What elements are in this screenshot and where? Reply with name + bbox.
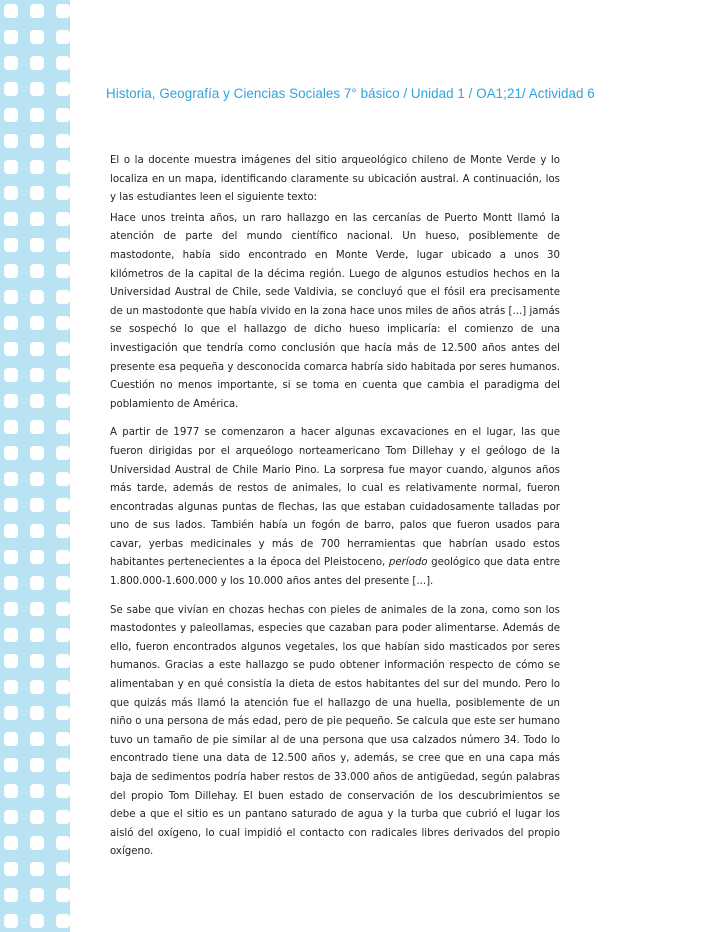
strip-square xyxy=(4,186,18,200)
strip-square xyxy=(4,82,18,96)
strip-square xyxy=(30,56,44,70)
strip-square xyxy=(4,316,18,330)
strip-square xyxy=(56,498,70,512)
page-header: Historia, Geografía y Ciencias Sociales 7° básico / Unidad 1 / OA1;21/ Actividad 6 xyxy=(106,86,595,101)
strip-square xyxy=(56,758,70,772)
strip-square xyxy=(56,56,70,70)
strip-square xyxy=(30,706,44,720)
strip-square xyxy=(56,316,70,330)
strip-square xyxy=(30,420,44,434)
strip-square xyxy=(56,706,70,720)
strip-square xyxy=(30,134,44,148)
strip-square xyxy=(4,472,18,486)
strip-square xyxy=(30,186,44,200)
strip-square xyxy=(30,862,44,876)
strip-square xyxy=(30,836,44,850)
strip-square xyxy=(4,862,18,876)
strip-square xyxy=(4,784,18,798)
reading-paragraph-1: Hace unos treinta años, un raro hallazgo en las cercanías de Puerto Montt llamó la atención de parte del mundo científico nacional. Un hueso, posiblemente de mastodonte, había sido encontrado en Monte Verde, lugar ubicado a unos 30 kilómetros de la capital de la décima región. Luego de algunos estudios hechos en la Universidad Austral de Chile, sede Valdivia, se concluyó que el fósil era precisamente de un mastodonte que había vivido en la zona hace unos miles de años atrás [...] jamás se sospechó lo que el hallazgo de dicho hueso implicaría: el comienzo de una investigación que tendría como conclusión que hacía más de 12.500 años antes del presente esa pequeña y desconocida comarca habría sido habitada por seres humanos. Cuestión no menos importante, si se toma en cuenta que cambia el paradigma del poblamiento de América. xyxy=(110,212,560,410)
strip-square xyxy=(56,862,70,876)
strip-square xyxy=(30,888,44,902)
strip-square xyxy=(4,368,18,382)
strip-square xyxy=(56,810,70,824)
strip-square xyxy=(56,394,70,408)
strip-square xyxy=(56,368,70,382)
strip-square xyxy=(56,836,70,850)
strip-square xyxy=(56,238,70,252)
strip-square xyxy=(56,472,70,486)
strip-square xyxy=(30,628,44,642)
strip-square xyxy=(30,82,44,96)
strip-square xyxy=(4,56,18,70)
strip-square xyxy=(4,654,18,668)
strip-square xyxy=(4,576,18,590)
strip-square xyxy=(30,160,44,174)
strip-square xyxy=(56,446,70,460)
strip-square xyxy=(30,654,44,668)
strip-square xyxy=(56,4,70,18)
strip-square xyxy=(56,914,70,928)
strip-square xyxy=(56,82,70,96)
strip-square xyxy=(4,498,18,512)
decorative-side-strip xyxy=(0,0,70,932)
strip-square xyxy=(56,290,70,304)
reading-paragraph-3: Se sabe que vivían en chozas hechas con pieles de animales de la zona, como son los mastodontes y paleollamas, especies que cazaban para poder alimentarse. Además de ello, fueron encontrados algunos vegetales, los que habían sido masticados por seres humanos. Gracias a este hallazgo se pudo obtener información respecto de cómo se alimentaban y en qué consistía la dieta de estos habitantes del sur del mundo. Pero lo que quizás más llamó la atención fue el hallazgo de una huella, posiblemente de un niño o una persona de más edad, pero de pie pequeño. Se calcula que este ser humano tuvo un tamaño de pie similar al de una persona que usa calzados número 34. Todo lo encontrado tiene una data de 12.500 años y, además, se cree que en una capa más baja de sedimentos podría haber restos de 33.000 años de antigüedad, según palabras del propio Tom Dillehay. El buen estado de conservación de los descubrimientos se debe a que el sitio es un pantano saturado de agua y la turba que cubrió el lugar los aisló del oxígeno, lo cual impidió el contacto con radicales libres derivados del propio oxígeno. xyxy=(110,604,560,858)
strip-square xyxy=(56,550,70,564)
strip-square xyxy=(4,680,18,694)
strip-square xyxy=(4,524,18,538)
strip-square xyxy=(4,264,18,278)
strip-square xyxy=(4,160,18,174)
strip-square xyxy=(4,238,18,252)
strip-square xyxy=(4,290,18,304)
strip-square xyxy=(4,4,18,18)
strip-square xyxy=(30,4,44,18)
strip-square xyxy=(56,524,70,538)
strip-square xyxy=(30,30,44,44)
strip-square xyxy=(30,784,44,798)
strip-square xyxy=(56,420,70,434)
strip-square xyxy=(30,316,44,330)
strip-square xyxy=(30,264,44,278)
document-body xyxy=(110,152,560,872)
strip-square xyxy=(30,498,44,512)
strip-square xyxy=(56,186,70,200)
strip-square xyxy=(4,212,18,226)
reading-paragraph-2-text: A partir de 1977 se comenzaron a hacer algunas excavaciones en el lugar, las que fueron dirigidas por el arqueólogo norteamericano Tom Dillehay y el geólogo de la Universidad Austral de Chile Mario Pino. La sorpresa fue mayor cuando, algunos años más tarde, además de restos de animales, lo cual es relativamente normal, fueron encontradas algunas puntas de flechas, las que estaban cuidadosamente talladas por uno de sus lados. También había un fogón de barro, palos que fueron usados para cavar, yerbas medicinales y más de 700 herramientas que habrían usado estos habitantes pertenecientes a la época del Pleistoceno, xyxy=(110,427,560,569)
strip-square xyxy=(4,394,18,408)
strip-square xyxy=(4,706,18,720)
strip-square xyxy=(56,602,70,616)
strip-square xyxy=(30,108,44,122)
strip-square xyxy=(30,524,44,538)
strip-square xyxy=(30,732,44,746)
strip-square xyxy=(4,758,18,772)
strip-square xyxy=(30,238,44,252)
strip-square xyxy=(4,628,18,642)
strip-square xyxy=(56,264,70,278)
reading-paragraph-2 xyxy=(110,424,560,591)
reading-paragraph-2-tail: geológico que data entre 1.800.000-1.600.000 y los 10.000 años antes del presente [...]. xyxy=(110,557,560,588)
strip-square xyxy=(30,758,44,772)
strip-square xyxy=(30,212,44,226)
strip-square xyxy=(56,628,70,642)
strip-square xyxy=(4,602,18,616)
strip-square xyxy=(4,810,18,824)
strip-square xyxy=(30,810,44,824)
strip-square xyxy=(30,368,44,382)
strip-square xyxy=(4,134,18,148)
strip-square xyxy=(4,108,18,122)
strip-square xyxy=(4,342,18,356)
strip-square xyxy=(56,680,70,694)
strip-square xyxy=(30,576,44,590)
strip-square xyxy=(56,576,70,590)
strip-square xyxy=(4,550,18,564)
strip-square xyxy=(56,784,70,798)
strip-square xyxy=(30,914,44,928)
strip-square xyxy=(30,680,44,694)
intro-paragraph: El o la docente muestra imágenes del sitio arqueológico chileno de Monte Verde y lo localiza en un mapa, identificando claramente su ubicación austral. A continuación, los y las estudiantes leen el siguiente texto: xyxy=(110,155,560,204)
strip-square xyxy=(4,446,18,460)
strip-square xyxy=(56,342,70,356)
strip-square xyxy=(56,134,70,148)
strip-square xyxy=(56,160,70,174)
strip-square xyxy=(56,30,70,44)
strip-square xyxy=(4,914,18,928)
strip-square xyxy=(56,654,70,668)
strip-square xyxy=(30,342,44,356)
strip-square xyxy=(56,888,70,902)
strip-square xyxy=(30,290,44,304)
strip-square xyxy=(4,836,18,850)
strip-square xyxy=(30,394,44,408)
strip-square xyxy=(4,30,18,44)
strip-square xyxy=(30,602,44,616)
strip-square xyxy=(56,212,70,226)
strip-square xyxy=(30,472,44,486)
strip-square xyxy=(4,420,18,434)
strip-square xyxy=(4,732,18,746)
strip-square xyxy=(30,446,44,460)
italic-term: período xyxy=(388,557,428,569)
strip-square xyxy=(4,888,18,902)
strip-square xyxy=(56,732,70,746)
strip-square xyxy=(56,108,70,122)
strip-square xyxy=(30,550,44,564)
